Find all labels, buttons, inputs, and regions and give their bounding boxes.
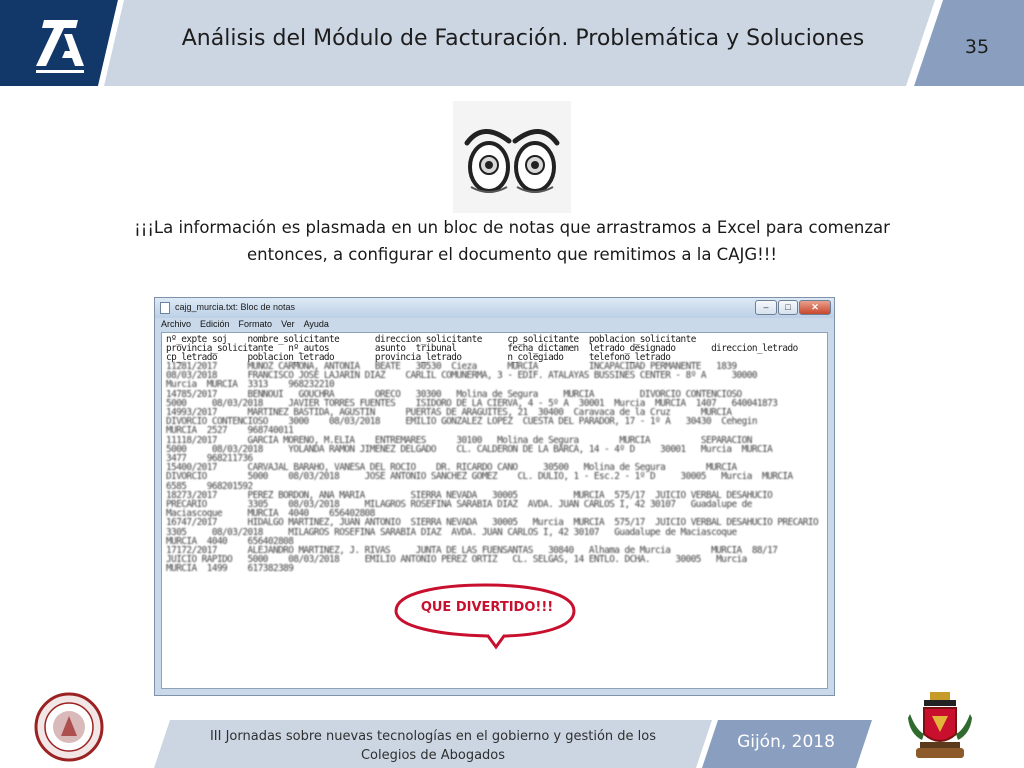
cartoon-eyes-icon [453, 101, 571, 213]
message-text [70, 214, 954, 268]
colegio-abogados-salamanca-seal-icon [34, 692, 104, 762]
menu-ayuda[interactable]: Ayuda [303, 319, 329, 329]
footer-line-2: Colegios de Abogados [360, 748, 506, 763]
abogacia-logo-icon [14, 8, 104, 78]
notepad-menu-bar [161, 319, 329, 333]
notepad-record-lines: 11281/2017 MUÑOZ CARMONA, ANTONIA BEATE 30530 Cieza MURCIA INCAPACIDAD PERMANENTE 1839 08/03/2018 FRANCISCO JOSE LAJARIN DIAZ CARLIL COMUNERMA, 3 - EDIF. ATALAYAS BUSSINES CENTER - 8º A 30000 Murcia MURCIA 3313 968232210 14785/2017 BENNOUI GOUCHRA ORECO 30300 Molina de Segura MURCIA DIVORCIO CONTENCIOSO 5000 08/03/2018 JAVIER TORRES FUENTES ISIDORO DE LA CIERVA, 4 - 5º A 30001 Murcia MURCIA 1407 640041873 14993/2017 MARTINEZ BASTIDA, AGUSTIN PUERTAS DE ARAGUITES, 21 30400 Caravaca de la Cruz MURCIA DIVORCIO CONTENCIOSO 3000 08/03/2018 EMILIO GONZALEZ LOPEZ CUESTA DEL PARADOR, 17 - 1º A 30430 Cehegin MURCIA 2527 968740011 11118/2017 GARCIA MORENO, M.ELIA ENTREMARES 30100 Molina de Segura MURCIA SEPARACION 5000 08/03/2018 YOLANDA RAMON JIMENEZ DELGADO CL. CALDERON DE LA BARCA, 14 - 4º D 30001 Murcia MURCIA 3477 968211736 15400/2017 CARVAJAL BARAHO, VANESA DEL ROCIO DR. RICARDO CANO 30500 Molina de Segura MURCIA DIVORCIO 5000 08/03/2018 JOSE ANTONIO SANCHEZ GOMEZ CL. DULIO, 1 - Esc.2 - 1º D 30005 Murcia MURCIA 6585 968201592 18273/2017 PEREZ BORDON, ANA MARIA SIERRA NEVADA 30005 MURCIA 575/17 JUICIO VERBAL DESAHUCIO PRECARIO 3305 08/03/2018 MILAGROS ROSEFINA SARABIA DIAZ AVDA. JUAN CARLOS I, 42 30107 Guadalupe de Maciascoque MURCIA 4040 656402808 16747/2017 HIDALGO MARTINEZ, JUAN ANTONIO SIERRA NEVADA 30005 Murcia MURCIA 575/17 JUICIO VERBAL DESAHUCIO PRECARIO 3305 08/03/2018 MILAGROS ROSEFINA SARABIA DIAZ AVDA. JUAN CARLOS I, 42 30107 Guadalupe de Maciascoque MURCIA 4040 656402808 17172/2017 ALEJANDRO MARTINEZ, J. RIVAS JUNTA DE LAS FUENSANTAS 30840 Alhama de Murcia MURCIA 88/17 JUICIO RAPIDO 5000 08/03/2018 EMILIO ANTONIO PEREZ ORTIZ CL. SELGAS, 14 ENTLO. DCHA. 30005 Murcia MURCIA 1499 617382389 [166, 361, 819, 575]
notepad-header-lines: nº_expte soj nombre_solicitante direccion_solicitante cp_solicitante poblacion_solicitante provincia_solicitante nº_autos asunto tribunal fecha_dictamen letrado_designado direccion_letrado cp_letrado poblacion_letrado provincia_letrado n_colegiado telefono_letrado [166, 334, 798, 364]
speech-bubble [392, 581, 578, 650]
notepad-title-bar[interactable] [155, 298, 834, 318]
slide-number: 35 [964, 36, 990, 58]
minimize-button[interactable]: – [755, 300, 777, 315]
message-line-2: entonces, a configurar el documento que remitimos a la CAJG!!! [247, 245, 777, 264]
footer-event [172, 727, 694, 765]
abogacia-coat-of-arms-icon [906, 690, 974, 764]
page-title: Análisis del Módulo de Facturación. Problemática y Soluciones [181, 26, 865, 51]
menu-formato[interactable]: Formato [238, 319, 273, 329]
menu-edicion[interactable]: Edición [200, 319, 230, 329]
notepad-icon [160, 302, 170, 314]
menu-ver[interactable]: Ver [281, 319, 295, 329]
close-button[interactable]: ✕ [799, 300, 831, 315]
notepad-title: cajg_murcia.txt: Bloc de notas [175, 302, 296, 312]
bubble-text: QUE DIVERTIDO!!! [420, 600, 554, 615]
menu-archivo[interactable]: Archivo [161, 319, 192, 329]
footer-line-1: III Jornadas sobre nuevas tecnologías en el gobierno y gestión de los [209, 729, 657, 744]
message-line-1: ¡¡¡La información es plasmada en un bloc de notas que arrastramos a Excel para comenzar [134, 218, 890, 237]
maximize-button[interactable]: □ [778, 300, 798, 315]
footer-city: Gijón, 2018 [737, 732, 835, 752]
